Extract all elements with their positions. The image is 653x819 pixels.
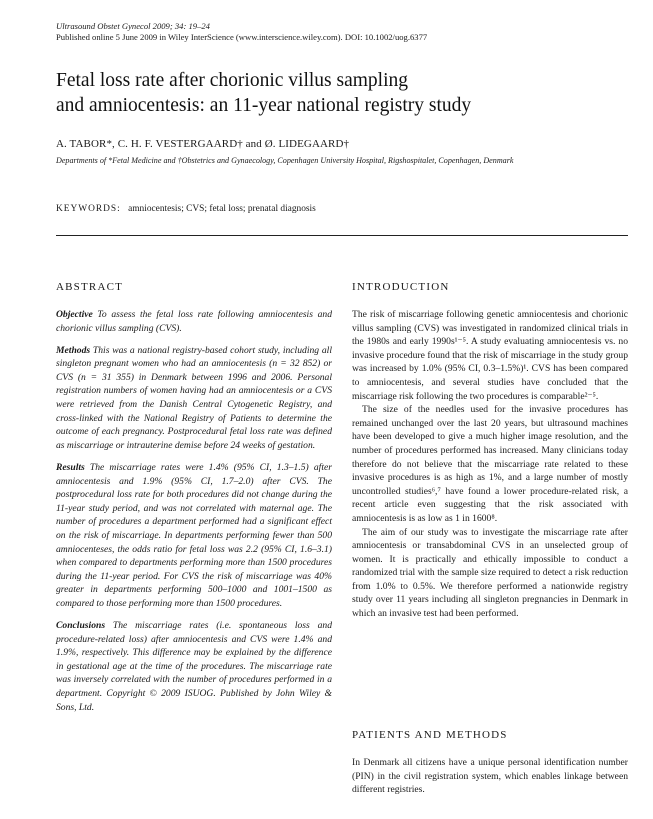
abstract-conclusions <box>56 619 332 714</box>
results-label: Results <box>56 461 85 473</box>
title-line-2: and amniocentesis: an 11-year national registry study <box>56 95 472 116</box>
author-list: A. TABOR*, C. H. F. VESTERGAARD† and Ø. LIDEGAARD† <box>56 138 350 150</box>
results-text: The miscarriage rates were 1.4% (95% CI, 1.3–1.5) after amniocentesis and 1.9% (95% CI, 1.7–2.0) after CVS. The postprocedural loss rate for both procedures did not change during the 11-year study period, and was not correlated with maternal age. The number of procedures a department performed had a significant effect on the risk of miscarriage. In departments performing fewer than 500 amniocenteses, the odds ratio for fetal loss was 2.2 (95% CI, 1.6–3.1) when compared to departments performing more than 1500 procedures during the 11-year period. For CVS the risk of miscarriage was 40% greater in departments performing 500–1000 and 1001–1500 as compared to those performing more than 1500 procedures. <box>56 461 332 609</box>
journal-citation: Ultrasound Obstet Gynecol 2009; 34: 19–24 <box>56 21 210 31</box>
intro-paragraph-1: The risk of miscarriage following genetic amniocentesis and chorionic villus sampling (CVS) was investigated in randomized clinical trials in the 1980s and early 1990s¹⁻⁵. A study evaluating amniocentesis vs. no invasive procedure found that the risk of miscarriage in the study group was increased by 1.0% (95% CI, 0.3–1.5%)¹. CVS has been compared to amniocentesis, and several studies have concluded that the miscarriage risk following the two procedures is comparable²⁻⁵. <box>352 309 628 402</box>
title-line-1: Fetal loss rate after chorionic villus sampling <box>56 70 408 91</box>
section-divider <box>56 235 628 236</box>
methods-paragraph-1: In Denmark all citizens have a unique personal identification number (PIN) in the civil registration system, which enables linkage between different registries. <box>352 757 628 796</box>
keywords <box>56 203 316 215</box>
intro-paragraph-2: The size of the needles used for the invasive procedures has remained unchanged over the last 20 years, but ultrasound machines have been developed to give a much higher image resolution, and the number of procedures performed has increased. Many clinicians today therefore do not believe that the miscarriage rate related to these invasive procedures is as high as 1%, and a large number of mostly uncontrolled studies⁶,⁷ have found a lower procedure-related risk, a recent article even suggesting that the risk associated with amniocentesis is as low as 1 in 1600⁸. <box>352 404 628 524</box>
article-title <box>56 68 616 118</box>
introduction-column <box>352 281 628 621</box>
abstract-heading: ABSTRACT <box>56 281 124 293</box>
introduction-heading: INTRODUCTION <box>352 281 450 293</box>
abstract-results <box>56 461 332 611</box>
conclusions-text: The miscarriage rates (i.e. spontaneous loss and procedure-related loss) after amniocentesis and CVS were 1.4% and 1.9%, respectively. This difference may be explained by the difference in gestational age at the time of the procedures. The miscarriage rate was inversely correlated with the number of procedures performed in a department. Copyright © 2009 ISUOG. Published by John Wiley & Sons, Ltd. <box>56 619 332 713</box>
affiliation: Departments of *Fetal Medicine and †Obstetrics and Gynaecology, Copenhagen University Hospital, Rigshospitalet, Copenhagen, Denmark <box>56 156 514 165</box>
abstract-methods <box>56 344 332 453</box>
methods-text: This was a national registry-based cohort study, including all singleton pregnant women who had an amniocentesis (n = 32 852) or CVS (n = 31 355) in Denmark between 1996 and 2006. Personal registration numbers of women having had an amniocentesis or a CVS were retrieved from the Danish Central Cytogenetic Registry, and cross-linked with the National Registry of Patients to determine the outcome of each pregnancy. Postprocedural fetal loss rate was defined as miscarriage or intrauterine demise before 24 weeks of gestation. <box>56 344 332 451</box>
methods-label: Methods <box>56 344 91 356</box>
objective-label: Objective <box>56 309 93 320</box>
publication-info: Published online 5 June 2009 in Wiley InterScience (www.interscience.wiley.com). DOI: 10.1002/uog.6377 <box>56 32 428 42</box>
abstract-column <box>56 281 332 723</box>
methods-section <box>352 729 628 797</box>
keywords-label: KEYWORDS: <box>56 204 121 214</box>
keywords-text: amniocentesis; CVS; fetal loss; prenatal diagnosis <box>128 204 316 214</box>
intro-paragraph-3: The aim of our study was to investigate the miscarriage rate after amniocentesis or transabdominal CVS in an unselected group of women. It is practically and ethically impossible to conduct a randomized trial with the sample size required to detect a risk reduction from 1.0% to 0.5%. We therefore performed a nationwide registry study over 11 years including all singleton pregnancies in Denmark in which an invasive test had been performed. <box>352 526 628 620</box>
abstract-objective <box>56 308 332 335</box>
methods-heading: PATIENTS AND METHODS <box>352 729 508 741</box>
objective-text: To assess the fetal loss rate following amniocentesis and chorionic villus sampling (CVS). <box>56 309 332 334</box>
conclusions-label: Conclusions <box>56 619 106 631</box>
